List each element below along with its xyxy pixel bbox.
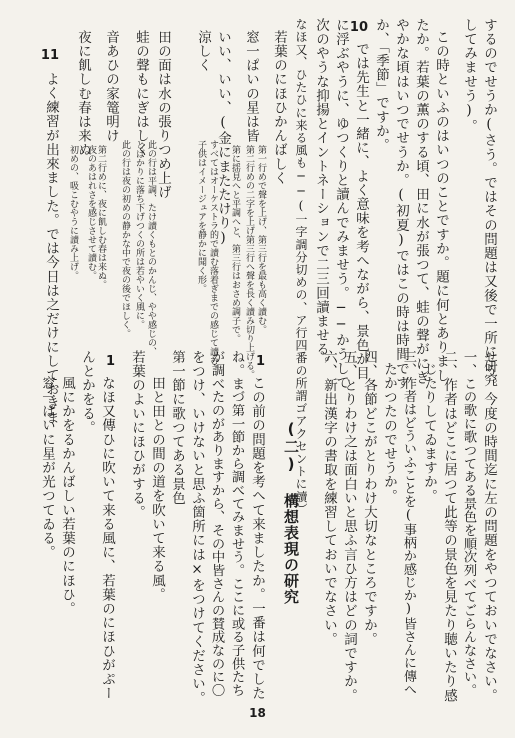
note-8: 此の行は夜の初めの静かな中で夜の後でほしく。 <box>120 140 130 338</box>
closing-line: よく練習が出來ました。では今日は之だけにしておきま <box>43 72 59 425</box>
lower-intro-2: 一、この歌に歌つてある景色を順次列べてごらんなさい。 <box>461 350 476 697</box>
poem-line-7: 音あひの家篭明け <box>103 30 119 143</box>
lower-intro-9: 六、新出漢字の書取を練習しておいでなさい。 <box>321 350 337 647</box>
note-7: とばかりに落ち下げつくの所は若やいく風に。 <box>134 140 144 329</box>
note-2: 第二行めの二字を上げ第三行へ聲を長く讀み切り上げる。 <box>244 145 254 379</box>
lower-body-9: んとかをる。 <box>79 350 95 435</box>
lower-intro-6: たかつたのでせうか。 <box>381 362 397 503</box>
lower-intro-3: 二、作者はどこに居つて此等の景色を見たり聴いたり感 <box>441 350 457 703</box>
note-10: 夜のあはれさを感じさせて讀む。 <box>86 145 96 280</box>
lower-intro-5: 三、作者はどういふことを(事柄か感じか)皆さんに傳へ <box>401 350 416 696</box>
paragraph-number-10: 10 <box>349 20 368 35</box>
body-number-1: 1 <box>255 354 265 369</box>
lower-body-5: 第一節に歌つてある景色 <box>169 350 185 506</box>
lower-body-1: この前の問題を考へて来ましたか。一番は何でした <box>249 376 265 701</box>
upper-line-6: か、「季節」ですか。 <box>373 18 389 153</box>
lower-body-10: 風にかをるかんばしい若葉のにほひ。 <box>59 376 75 616</box>
lower-intro-7: 四、各節どこがとりわけ大切なところですか。 <box>361 350 377 647</box>
note-1: 第一行めで聲を上げ、第三行を最も高く讀む。 <box>256 145 266 334</box>
lower-intro-4: じたりしてゐますか。 <box>421 362 437 503</box>
upper-line-2: してみませう)。 <box>461 18 477 134</box>
poem-line-2: 窓一ぱいの星は皆 <box>243 30 259 143</box>
lower-body-8: なほ又傳ひに吹いて来る風に、若葉のにほひがぷー <box>99 376 115 701</box>
lower-body-3: が調べたのがありますから、その中皆さんの賛成なのに〇 <box>209 350 224 697</box>
lower-body-11: 窓一ぱいに星が光つてゐる。 <box>39 376 55 560</box>
lower-body-7: 若葉のよいにほひがする。 <box>129 350 145 520</box>
poem-line-4: 涼しく <box>195 30 211 73</box>
poem-line-1: 若葉のにほひかんばしく <box>271 30 287 186</box>
upper-line-10: なほ又、ひたひに来る風も──(一字調分切めの、ア行四番の所謂ゴアクセントに讀） <box>294 18 308 516</box>
upper-line-7: では先生と一緒に、よく意味を考へながら、景色が目 <box>353 42 369 381</box>
note-9: 第二行めに、夜に飢しむ春は来ぬ。 <box>96 145 106 289</box>
lower-body-2: ね。まづ第一節から調べてみませう。ここに或る子供たち <box>229 350 244 697</box>
upper-line-5: やかな頃はいつでせうか。(初夏)ではこの時は時間です <box>393 18 409 390</box>
lower-body-6: 田と田との間の道を吹いて来る風。 <box>149 376 165 602</box>
note-11: 初めの、吸こむやうに讀み上げ。 <box>68 145 78 280</box>
note-5: 子供はイメージュアを静かに聞く形。 <box>196 140 206 293</box>
lower-body-4: をつけ、いけないと思ふ箇所には×をつけてください。 <box>189 350 205 705</box>
upper-line-4: たか。若葉の薫のする頃、田に水が張つて、蛙の聲がにぎ <box>413 18 429 385</box>
upper-line-8: に浮ぶやうに、ゆつくりと讀んでみませう。──かうして <box>333 18 349 390</box>
note-3: 第に揺見へと平調へと、第三行はおさめ調子で。 <box>230 145 240 343</box>
lower-intro-8: 五、とりわけ之は面白いと思ふ言ひ方はどの詞ですか。 <box>341 350 357 703</box>
lower-intro-1: せう。今度の時間迄に左の問題をやつておいでなさい。 <box>481 350 497 703</box>
page-number: 18 <box>249 706 266 720</box>
poem-line-3: いい、いい、(金にまたたけり) <box>215 30 231 247</box>
note-4: すべてはオーケストラ的で讀む落着ぎまでの感じて讀む。 <box>208 140 218 374</box>
poem-line-6: 蛙の聲もにぎはしく <box>133 30 149 157</box>
paragraph-number-11: 11 <box>40 48 59 63</box>
poem-line-5: 田の面は水の張りつめ上げ <box>155 30 171 200</box>
upper-line-3: この時といふのはいつのことですか。題に何とありまし <box>433 30 449 383</box>
upper-line-1: するのでせうか(さう。ではその問題は又後で一所に研究 <box>481 18 497 388</box>
section-heading: (二) 構想表現の研究 <box>282 420 300 605</box>
body-number-2: 1 <box>105 354 115 369</box>
poem-line-8: 夜に飢しむ春は来ぬ <box>75 30 91 157</box>
note-6: 此の行は平調、たけ讀くもとのかんじ、やや感じの、 <box>146 140 156 356</box>
upper-line-9: 次のやうな抑揚とイントネーションで二三回讀ませる。 <box>313 18 329 371</box>
